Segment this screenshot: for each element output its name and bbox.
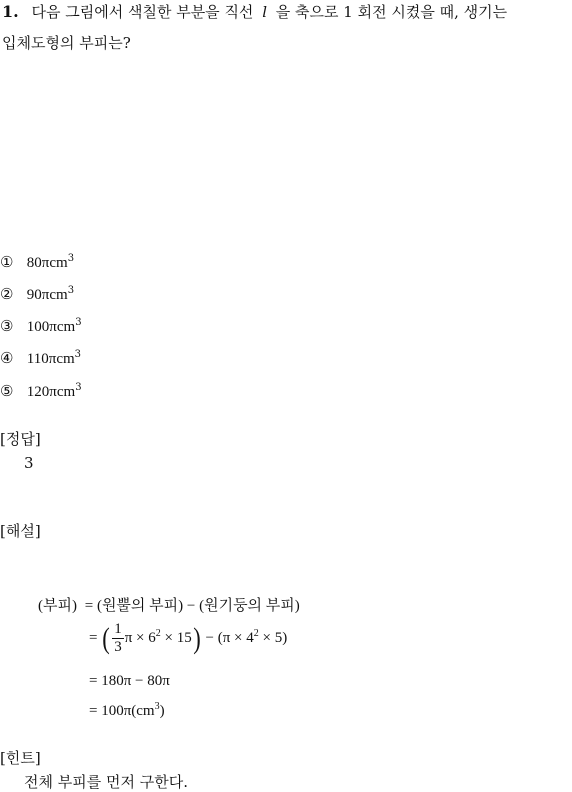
right-big-paren: ) <box>192 621 201 655</box>
choice-4-mark: ④ <box>0 349 14 367</box>
choice-1-unit: cm <box>49 255 68 271</box>
hint-heading: [힌트] <box>0 749 41 767</box>
choice-3-unit: cm <box>56 319 76 335</box>
explanation-line-2-after: × 15 <box>160 629 192 646</box>
explanation-line-4 <box>89 703 165 720</box>
choice-4[interactable] <box>0 349 81 368</box>
explanation-line-2-mid: π × 6 <box>124 629 156 646</box>
explanation-line-1-right: = (원뿔의 부피) − (원기둥의 부피) <box>84 598 300 614</box>
explanation-line-4-exp: 3 <box>154 701 160 712</box>
choice-4-value: 110π <box>26 351 57 367</box>
choice-3-mark: ③ <box>0 317 14 335</box>
explanation-line-2-exp-1: 2 <box>155 627 161 639</box>
explanation-line-2-tail-2: × 5) <box>258 629 288 646</box>
choice-2-unit: cm <box>49 287 68 303</box>
explanation-line-2-exp-2: 2 <box>253 627 259 639</box>
choice-2-value: 90π <box>26 287 50 303</box>
fraction-numerator: 1 <box>114 621 122 637</box>
explanation-line-2-eq: = <box>89 629 98 646</box>
choice-2-exponent: 3 <box>67 285 75 296</box>
explanation-line-1 <box>38 594 300 615</box>
choice-3[interactable] <box>0 317 82 336</box>
question-number: 1. <box>2 2 19 21</box>
choice-4-unit: cm <box>56 351 75 367</box>
choice-5[interactable] <box>0 382 82 401</box>
choice-1[interactable] <box>0 253 74 272</box>
explanation-line-3: = 180π − 80π <box>89 673 170 689</box>
choice-5-mark: ⑤ <box>0 382 14 400</box>
choice-1-value: 80π <box>26 255 50 271</box>
choice-2-mark: ② <box>0 285 14 303</box>
question-line-2: 입체도형의 부피는? <box>2 34 131 52</box>
choice-5-value: 120π <box>26 384 57 400</box>
figure-area <box>0 70 572 245</box>
explanation-line-2 <box>89 621 287 656</box>
choice-3-value: 100π <box>26 319 57 335</box>
explanation-heading: [해설] <box>0 522 41 540</box>
choice-3-exponent: 3 <box>75 317 82 328</box>
choice-5-exponent: 3 <box>75 382 82 393</box>
hint-text: 전체 부피를 먼저 구한다. <box>24 773 188 791</box>
choice-5-unit: cm <box>56 384 76 400</box>
choice-4-exponent: 3 <box>74 349 82 360</box>
question-text-part-1: 다음 그림에서 색칠한 부분을 직선 <box>31 3 254 21</box>
explanation-line-1-left: (부피) <box>38 598 77 614</box>
explanation-line-4-before: = 100π(cm <box>89 703 155 719</box>
choice-1-mark: ① <box>0 253 14 271</box>
fraction-one-third <box>112 621 124 656</box>
choice-2[interactable] <box>0 285 74 304</box>
answer-value: 3 <box>24 454 34 472</box>
answer-heading: [정답] <box>0 430 41 448</box>
question-line-1 <box>2 1 507 22</box>
choice-1-exponent: 3 <box>67 253 75 264</box>
left-big-paren: ( <box>102 621 110 655</box>
fraction-denominator: 3 <box>114 639 122 655</box>
question-text-part-2: 을 축으로 1 회전 시켰을 때, 생기는 <box>275 3 508 21</box>
explanation-line-2-tail-1: − (π × 4 <box>201 629 254 646</box>
question-variable: l <box>262 3 268 21</box>
explanation-line-4-after: ) <box>159 703 165 719</box>
